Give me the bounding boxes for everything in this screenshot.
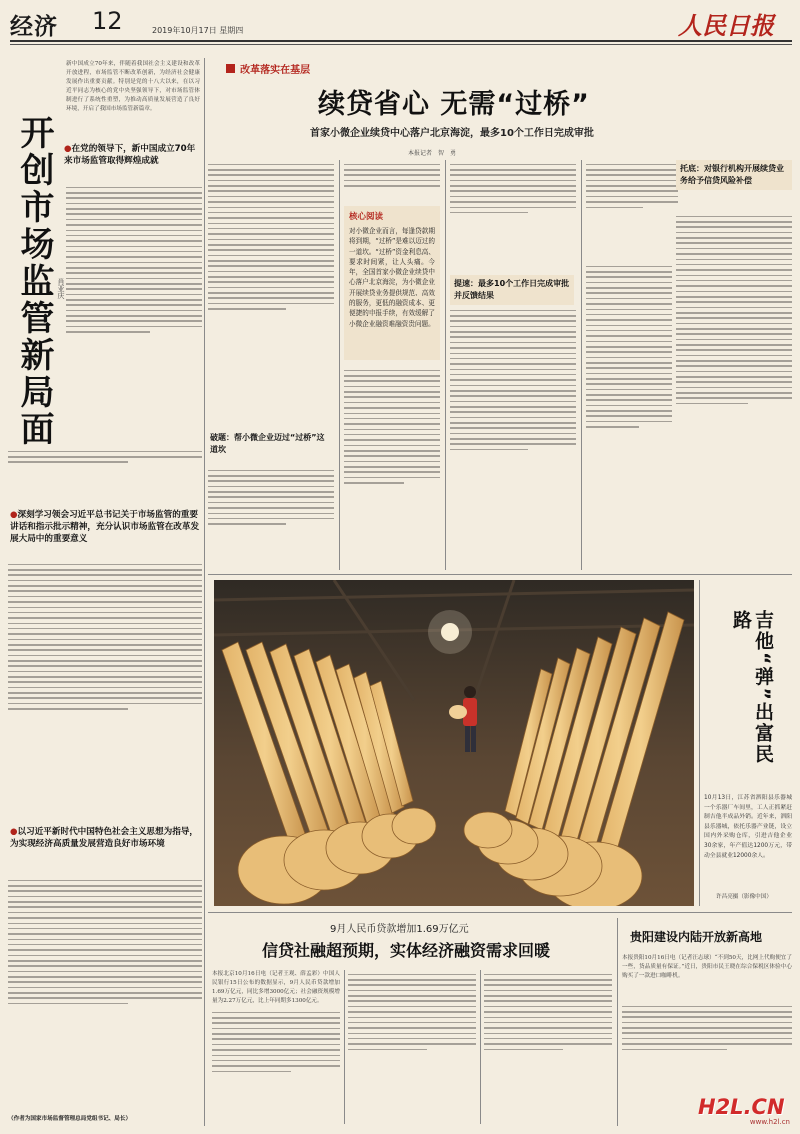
credit-col-divider-2 bbox=[480, 970, 481, 1124]
author-note: （作者为国家市场监督管理总局党组书记、局长） bbox=[8, 1116, 132, 1122]
credit-col-divider-1 bbox=[344, 970, 345, 1124]
guiyang-body bbox=[622, 1002, 792, 1098]
main-article-bottom-rule bbox=[208, 574, 792, 575]
main-body-col1-a bbox=[208, 160, 334, 420]
credit-article-kicker: 9月人民币贷款增加1.69万亿元 bbox=[330, 924, 469, 935]
credit-body-col2 bbox=[348, 970, 476, 1124]
main-body-col4-a bbox=[586, 160, 678, 250]
main-body-col3-b bbox=[450, 306, 576, 570]
main-body-col4-c bbox=[586, 262, 672, 570]
main-byline: 本报记者 智 勇 bbox=[408, 150, 457, 157]
column-divider-main-2 bbox=[445, 160, 446, 570]
photo-credit: 许昌亮摄（影像中国） bbox=[716, 894, 772, 900]
page-number: 12 bbox=[92, 7, 123, 35]
masthead bbox=[0, 0, 800, 50]
guiyang-article-title: 贵阳建设内陆开放新高地 bbox=[630, 930, 763, 944]
section-heading-2: ●深刻学习领会习近平总书记关于市场监管的重要讲话和指示批示精神，充分认识市场监管在改革发展大局中的重要意义 bbox=[10, 510, 200, 544]
column-divider-main-3 bbox=[581, 160, 582, 570]
credit-body-col3 bbox=[484, 970, 612, 1124]
main-subhead-1: 破题：帮小微企业迈过“过桥”这道坎 bbox=[210, 433, 325, 454]
kicker-square-icon bbox=[226, 64, 235, 73]
main-subhead-2: 提速：最多10个工作日完成审批并反馈结果 bbox=[450, 275, 574, 305]
left-body-1 bbox=[66, 183, 202, 433]
core-reading-box bbox=[344, 206, 440, 360]
intro-paragraph: 新中国成立70年来，伴随着我国社会主义建设和改革开放进程，市场监管不断改革创新，为经济社会健康发展作出重要贡献。特别是党的十八大以来，在以习近平同志为核心的党中央坚强领导下，对市场监管体制进行了系统性重塑，为推动高质量发展营造了良好环境，开启了我国市场监管新篇章。 bbox=[66, 61, 200, 113]
section-heading-3: ●以习近平新时代中国特色社会主义思想为指导，为实现经济高质量发展营造良好市场环境 bbox=[10, 827, 198, 849]
masthead-rule-thick bbox=[10, 40, 792, 42]
photo-bottom-rule bbox=[208, 912, 792, 913]
watermark-url: www.h2l.cn bbox=[749, 1118, 790, 1126]
photo-side-divider bbox=[699, 580, 700, 906]
newspaper-logo: 人民日报 bbox=[678, 11, 774, 40]
main-body-col1-b bbox=[208, 466, 334, 570]
credit-article-lead: 本报北京10月16日电（记者王观、薛孟彩）中国人民银行15日公布的数据显示，9月人民币贷款增加1.69万亿元，同比多增3000亿元；社会融资规模增量为2.27万亿元，比上年同期多1300亿元。 bbox=[212, 971, 340, 1005]
main-subtitle: 首家小微企业续贷中心落户北京海淀，最多10个工作日完成审批 bbox=[310, 128, 594, 139]
opinion-headline-text: 开创市场监管新局面 bbox=[14, 115, 54, 448]
guitar-photo-illustration bbox=[214, 580, 694, 906]
opinion-byline: 肖亚庆 bbox=[57, 278, 65, 299]
photo-title-text: 吉他“弹”出富民路 bbox=[730, 610, 774, 765]
main-body-col4-b bbox=[676, 212, 792, 570]
core-reading-text: 对小微企业而言，每逢贷款期将到期，“过桥”是难以迈过的一道坎。“过桥”资金利息高、要求时间紧，让人头痛。今年，全国首家小微企业续贷中心落户北京海淀，为小微企业开展续贷业务提供规范、高效的服务，更低的融资成本、更便捷的申报手续，有效缓解了小微企业融资难融资贵问题。 bbox=[349, 227, 435, 328]
main-body-col3-a bbox=[450, 160, 576, 260]
column-divider-left bbox=[204, 58, 205, 1126]
section-name: 经济 bbox=[10, 13, 58, 40]
main-subhead-3: 托底：对银行机构开展续贷业务给予信贷风险补偿 bbox=[676, 160, 792, 190]
main-body-col2-a bbox=[344, 160, 440, 200]
left-body-2 bbox=[8, 447, 202, 481]
photo-title bbox=[730, 610, 774, 780]
main-headline: 续贷省心 无需“过桥” bbox=[318, 89, 590, 120]
core-reading-title: 核心阅读 bbox=[349, 212, 384, 222]
photo-caption: 10月13日，江苏省泗阳县乐器城一个乐器厂车间里，工人正抓紧赶制吉他半成品外销。近年来，泗阳县乐器城，依托乐器产业链，设立国内外采购仓库，引进吉他企业30余家，年产值达1200万元，带动全县就业12000余人。 bbox=[704, 795, 792, 859]
opinion-headline bbox=[14, 115, 54, 460]
column-divider-guiyang bbox=[617, 918, 618, 1126]
left-body-3 bbox=[8, 560, 202, 815]
credit-body-col1 bbox=[212, 1008, 340, 1124]
main-body-col2-b bbox=[344, 366, 440, 570]
credit-article-title: 信贷社融超预期，实体经济融资需求回暖 bbox=[262, 941, 551, 960]
left-body-4 bbox=[8, 876, 202, 1108]
kicker-label: 改革落实在基层 bbox=[226, 58, 310, 77]
watermark-brand: H2L.CN bbox=[698, 1095, 785, 1119]
column-divider-main-1 bbox=[339, 160, 340, 570]
guitar-factory-photo bbox=[214, 580, 694, 906]
masthead-rule-thin bbox=[10, 44, 792, 45]
section-heading-1: ●在党的领导下，新中国成立70年来市场监管取得辉煌成就 bbox=[64, 144, 196, 166]
site-watermark bbox=[698, 1096, 796, 1130]
issue-date: 2019年10月17日 星期四 bbox=[152, 26, 244, 35]
guiyang-article-lead: 本报贵阳10月16日电（记者汪志球）“不到50天，比网上代购便宜了一些，货品质量有保证。”近日，贵阳市民王晓在综合保税区体验中心购买了一款进口咖啡机。 bbox=[622, 955, 792, 980]
